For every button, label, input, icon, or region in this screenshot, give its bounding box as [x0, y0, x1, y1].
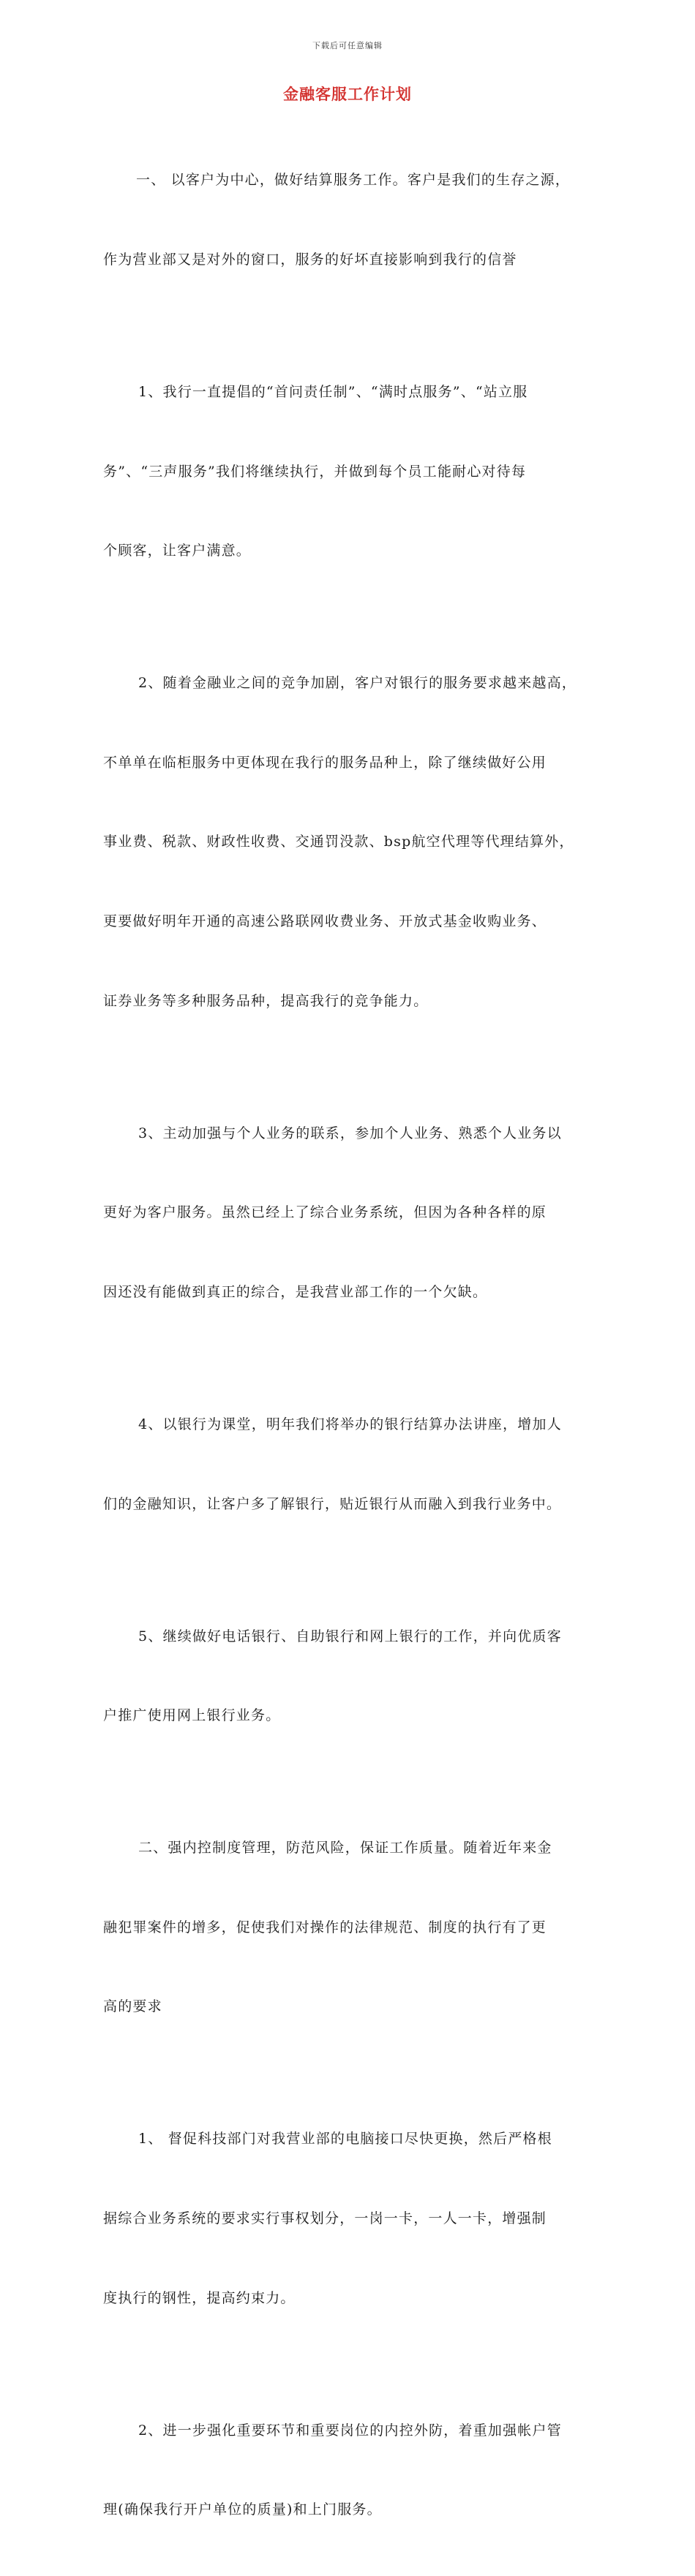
- paragraph-7: [103, 1782, 608, 2073]
- paragraph-line: 们的金融知识，让客户多了解银行，贴近银行从而融入到我行业务中。: [103, 1495, 562, 1512]
- paragraph-line: 2、随着金融业之间的竞争加剧，客户对银行的服务要求越来越高，: [138, 675, 577, 692]
- paragraph-line: 4、以银行为课堂，明年我们将举办的银行结算办法讲座，增加人: [138, 1416, 562, 1432]
- paragraph-line: 1、我行一直提倡的“首问责任制”、“满时点服务”、“站立服: [138, 384, 528, 401]
- paragraph-5: [103, 1359, 608, 1571]
- header-note: 下载后可任意编辑: [312, 41, 383, 50]
- paragraph-6: [103, 1570, 608, 1782]
- paragraph-line: 3、主动加强与个人业务的联系，参加个人业务、熟悉个人业务以: [138, 1125, 562, 1141]
- paragraph-1: [103, 114, 608, 326]
- paragraph-line: 个顾客，让客户满意。: [103, 543, 252, 559]
- paragraph-3: [103, 617, 608, 1067]
- paragraph-line: 更好为客户服务。虽然已经上了综合业务系统，但因为各种各样的原: [103, 1204, 547, 1221]
- paragraph-line: 理(确保我行开户单位的质量)和上门服务。: [103, 2501, 382, 2518]
- paragraph-line: 1、 督促科技部门对我营业部的电脑接口尽快更换，然后严格根: [138, 2131, 552, 2148]
- paragraph-line: 户推广使用网上银行业务。: [103, 1707, 281, 1724]
- paragraph-line: 作为营业部又是对外的窗口，服务的好坏直接影响到我行的信誉: [103, 252, 517, 268]
- paragraph-line: 高的要求: [103, 1998, 162, 2015]
- paragraph-line: 因还没有能做到真正的综合，是我营业部工作的一个欠缺。: [103, 1283, 488, 1300]
- paragraph-line: 更要做好明年开通的高速公路联网收费业务、开放式基金收购业务、: [103, 913, 547, 930]
- paragraph-line: 务”、“三声服务”我们将继续执行，并做到每个员工能耐心对待每: [103, 463, 527, 480]
- paragraph-line: 融犯罪案件的增多，促使我们对操作的法律规范、制度的执行有了更: [103, 1919, 547, 1935]
- paragraph-line: 二、强内控制度管理，防范风险，保证工作质量。随着近年来金: [138, 1840, 552, 1857]
- paragraph-line: 度执行的钢性，提高约束力。: [103, 2289, 296, 2306]
- paragraph-8: [103, 2073, 608, 2364]
- paragraph-9: [103, 2364, 608, 2576]
- document-body: [103, 114, 608, 2576]
- paragraph-line: 不单单在临柜服务中更体现在我行的服务品种上，除了继续做好公用: [103, 754, 547, 771]
- paragraph-4: [103, 1067, 608, 1358]
- document-title: 金融客服工作计划: [283, 85, 412, 103]
- paragraph-line: 2、进一步强化重要环节和重要岗位的内控外防，着重加强帐户管: [138, 2422, 562, 2439]
- paragraph-line: 据综合业务系统的要求实行事权划分，一岗一卡，一人一卡，增强制: [103, 2210, 547, 2227]
- paragraph-line: 证券业务等多种服务品种，提高我行的竞争能力。: [103, 992, 429, 1009]
- paragraph-line: 事业费、税款、财政性收费、交通罚没款、bsp航空代理等代理结算外，: [103, 834, 574, 850]
- paragraph-2: [103, 326, 608, 617]
- paragraph-line: 一、 以客户为中心，做好结算服务工作。客户是我们的生存之源，: [136, 172, 571, 189]
- paragraph-line: 5、继续做好电话银行、自助银行和网上银行的工作，并向优质客: [138, 1628, 562, 1644]
